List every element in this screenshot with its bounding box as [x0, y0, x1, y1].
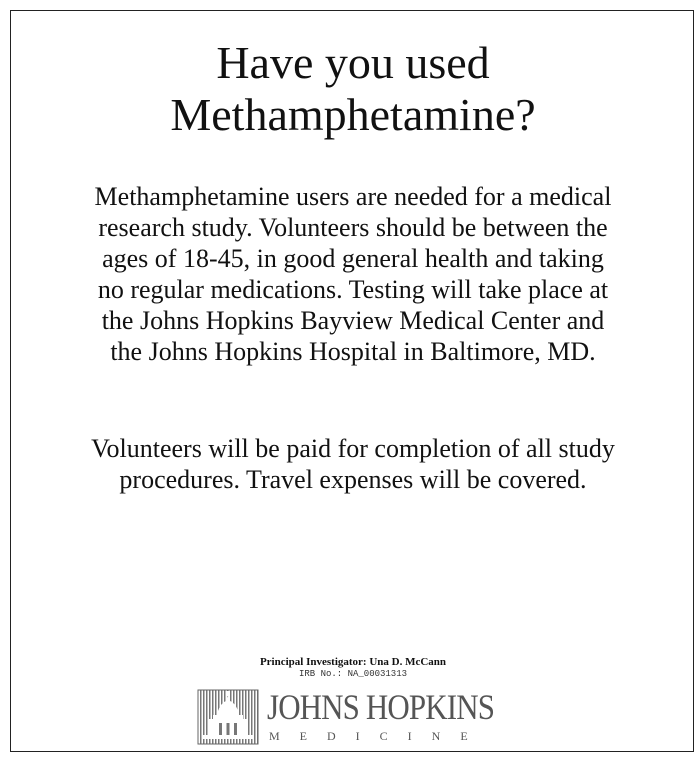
irb-number: IRB No.: NA_00031313 — [298, 669, 408, 679]
headline — [11, 37, 695, 141]
principal-investigator: Principal Investigator: Una D. McCann — [259, 656, 447, 668]
study-credits — [11, 656, 695, 680]
johns-hopkins-logo — [197, 687, 527, 747]
paragraph-line: procedures. Travel expenses will be covered. — [119, 465, 587, 494]
paragraph-line: ages of 18-45, in good general health and taking — [102, 244, 604, 273]
headline-line: Have you used — [216, 37, 490, 88]
logo-name: JOHNS HOPKINS — [267, 687, 495, 727]
paragraph-line: Methamphetamine users are needed for a medical — [94, 182, 612, 211]
dome-building-icon — [197, 689, 259, 745]
paragraph-line: the Johns Hopkins Bayview Medical Center and — [101, 306, 605, 335]
paragraph-line: research study. Volunteers should be between the — [98, 213, 608, 242]
paragraph-line: the Johns Hopkins Hospital in Baltimore, MD. — [110, 337, 596, 366]
recruitment-paragraph — [11, 181, 695, 367]
logo-subtitle: MEDICINE — [269, 729, 488, 743]
payment-paragraph — [11, 433, 695, 495]
headline-line: Methamphetamine? — [170, 89, 536, 140]
paragraph-line: Volunteers will be paid for completion of all study — [91, 434, 615, 463]
paragraph-line: no regular medications. Testing will take place at — [97, 275, 609, 304]
flyer-frame — [10, 10, 694, 752]
